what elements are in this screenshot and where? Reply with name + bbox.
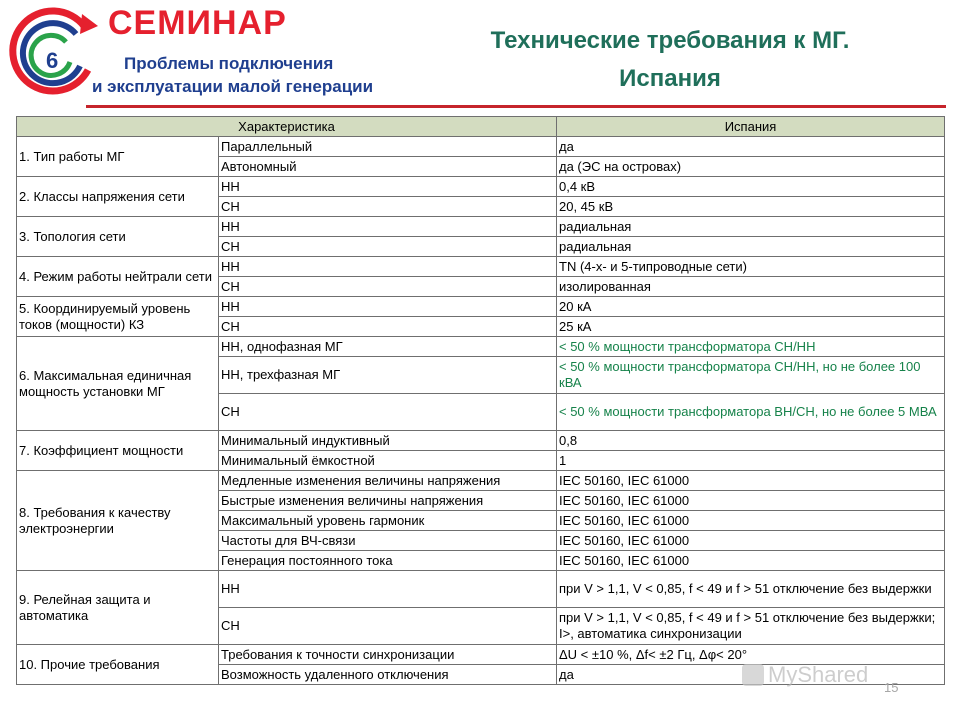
page-title-line-2: Испания	[619, 65, 721, 92]
header-divider	[86, 105, 946, 108]
svg-text:6: 6	[46, 48, 59, 73]
group-label: 6. Максимальная единичная мощность установки МГ	[17, 337, 219, 431]
sub-characteristic: Минимальный ёмкостной	[219, 451, 557, 471]
group-label: 2. Классы напряжения сети	[17, 177, 219, 217]
table-row	[17, 337, 945, 357]
sub-characteristic: СН	[219, 197, 557, 217]
sub-characteristic: НН, трехфазная МГ	[219, 357, 557, 394]
group-label: 5. Координируемый уровень токов (мощности) КЗ	[17, 297, 219, 337]
spain-value: 1	[557, 451, 945, 471]
sub-characteristic: НН	[219, 217, 557, 237]
sub-characteristic: Частоты для ВЧ-связи	[219, 531, 557, 551]
group-label: 9. Релейная защита и автоматика	[17, 571, 219, 645]
spain-value: да	[557, 665, 945, 685]
spain-value: IEC 50160, IEC 61000	[557, 471, 945, 491]
group-label: 7. Коэффициент мощности	[17, 431, 219, 471]
sub-characteristic: НН	[219, 257, 557, 277]
spain-value: < 50 % мощности трансформатора СН/НН, но не более 100 кВА	[557, 357, 945, 394]
requirements-table	[16, 116, 945, 685]
subtitle-line-1: Проблемы подключения	[124, 54, 334, 73]
myshared-logo-icon	[742, 664, 764, 686]
sub-characteristic: Быстрые изменения величины напряжения	[219, 491, 557, 511]
page-number: 15	[884, 680, 899, 695]
sub-characteristic: СН	[219, 237, 557, 257]
sub-characteristic: Максимальный уровень гармоник	[219, 511, 557, 531]
spain-value: ΔU < ±10 %, Δf< ±2 Гц, Δφ< 20°	[557, 645, 945, 665]
header-spain: Испания	[557, 117, 945, 137]
sub-characteristic: Требования к точности синхронизации	[219, 645, 557, 665]
table-row	[17, 571, 945, 608]
page-title	[470, 22, 870, 98]
seminar-logo-icon	[6, 4, 98, 104]
group-label: 10. Прочие требования	[17, 645, 219, 685]
group-label: 8. Требования к качеству электроэнергии	[17, 471, 219, 571]
group-label: 4. Режим работы нейтрали сети	[17, 257, 219, 297]
spain-value: 25 кА	[557, 317, 945, 337]
table-row	[17, 431, 945, 451]
spain-value: при V > 1,1, V < 0,85, f < 49 и f > 51 отключение без выдержки	[557, 571, 945, 608]
spain-value: изолированная	[557, 277, 945, 297]
sub-characteristic: НН	[219, 571, 557, 608]
table-row	[17, 297, 945, 317]
group-label: 1. Тип работы МГ	[17, 137, 219, 177]
spain-value: < 50 % мощности трансформатора СН/НН	[557, 337, 945, 357]
sub-characteristic: СН	[219, 608, 557, 645]
spain-value: радиальная	[557, 237, 945, 257]
table-header-row	[17, 117, 945, 137]
sub-characteristic: НН	[219, 177, 557, 197]
seminar-subtitle	[92, 52, 373, 98]
spain-value: при V > 1,1, V < 0,85, f < 49 и f > 51 отключение без выдержки; I>, автоматика синхронизации	[557, 608, 945, 645]
spain-value: 0,4 кВ	[557, 177, 945, 197]
table-row	[17, 257, 945, 277]
spain-value: TN (4-х- и 5-типроводные сети)	[557, 257, 945, 277]
group-label: 3. Топология сети	[17, 217, 219, 257]
sub-characteristic: СН	[219, 317, 557, 337]
watermark: MyShared	[768, 662, 869, 687]
spain-value: IEC 50160, IEC 61000	[557, 551, 945, 571]
table-row	[17, 471, 945, 491]
spain-value: IEC 50160, IEC 61000	[557, 531, 945, 551]
sub-characteristic: Параллельный	[219, 137, 557, 157]
sub-characteristic: СН	[219, 394, 557, 431]
table-row	[17, 217, 945, 237]
brand-title: СЕМИНАР	[108, 4, 287, 42]
table-row	[17, 137, 945, 157]
sub-characteristic: Минимальный индуктивный	[219, 431, 557, 451]
sub-characteristic: СН	[219, 277, 557, 297]
subtitle-line-2: и эксплуатации малой генерации	[92, 77, 374, 96]
page-title-line-1: Технические требования к МГ.	[490, 27, 850, 54]
spain-value: да (ЭС на островах)	[557, 157, 945, 177]
spain-value: да	[557, 137, 945, 157]
table-row	[17, 177, 945, 197]
header-characteristic: Характеристика	[17, 117, 557, 137]
sub-characteristic: Возможность удаленного отключения	[219, 665, 557, 685]
spain-value: 20 кА	[557, 297, 945, 317]
sub-characteristic: НН, однофазная МГ	[219, 337, 557, 357]
sub-characteristic: Генерация постоянного тока	[219, 551, 557, 571]
spain-value: IEC 50160, IEC 61000	[557, 511, 945, 531]
sub-characteristic: Автономный	[219, 157, 557, 177]
sub-characteristic: НН	[219, 297, 557, 317]
sub-characteristic: Медленные изменения величины напряжения	[219, 471, 557, 491]
spain-value: 0,8	[557, 431, 945, 451]
spain-value: радиальная	[557, 217, 945, 237]
spain-value: IEC 50160, IEC 61000	[557, 491, 945, 511]
spain-value: 20, 45 кВ	[557, 197, 945, 217]
spain-value: < 50 % мощности трансформатора ВН/СН, но не более 5 МВА	[557, 394, 945, 431]
